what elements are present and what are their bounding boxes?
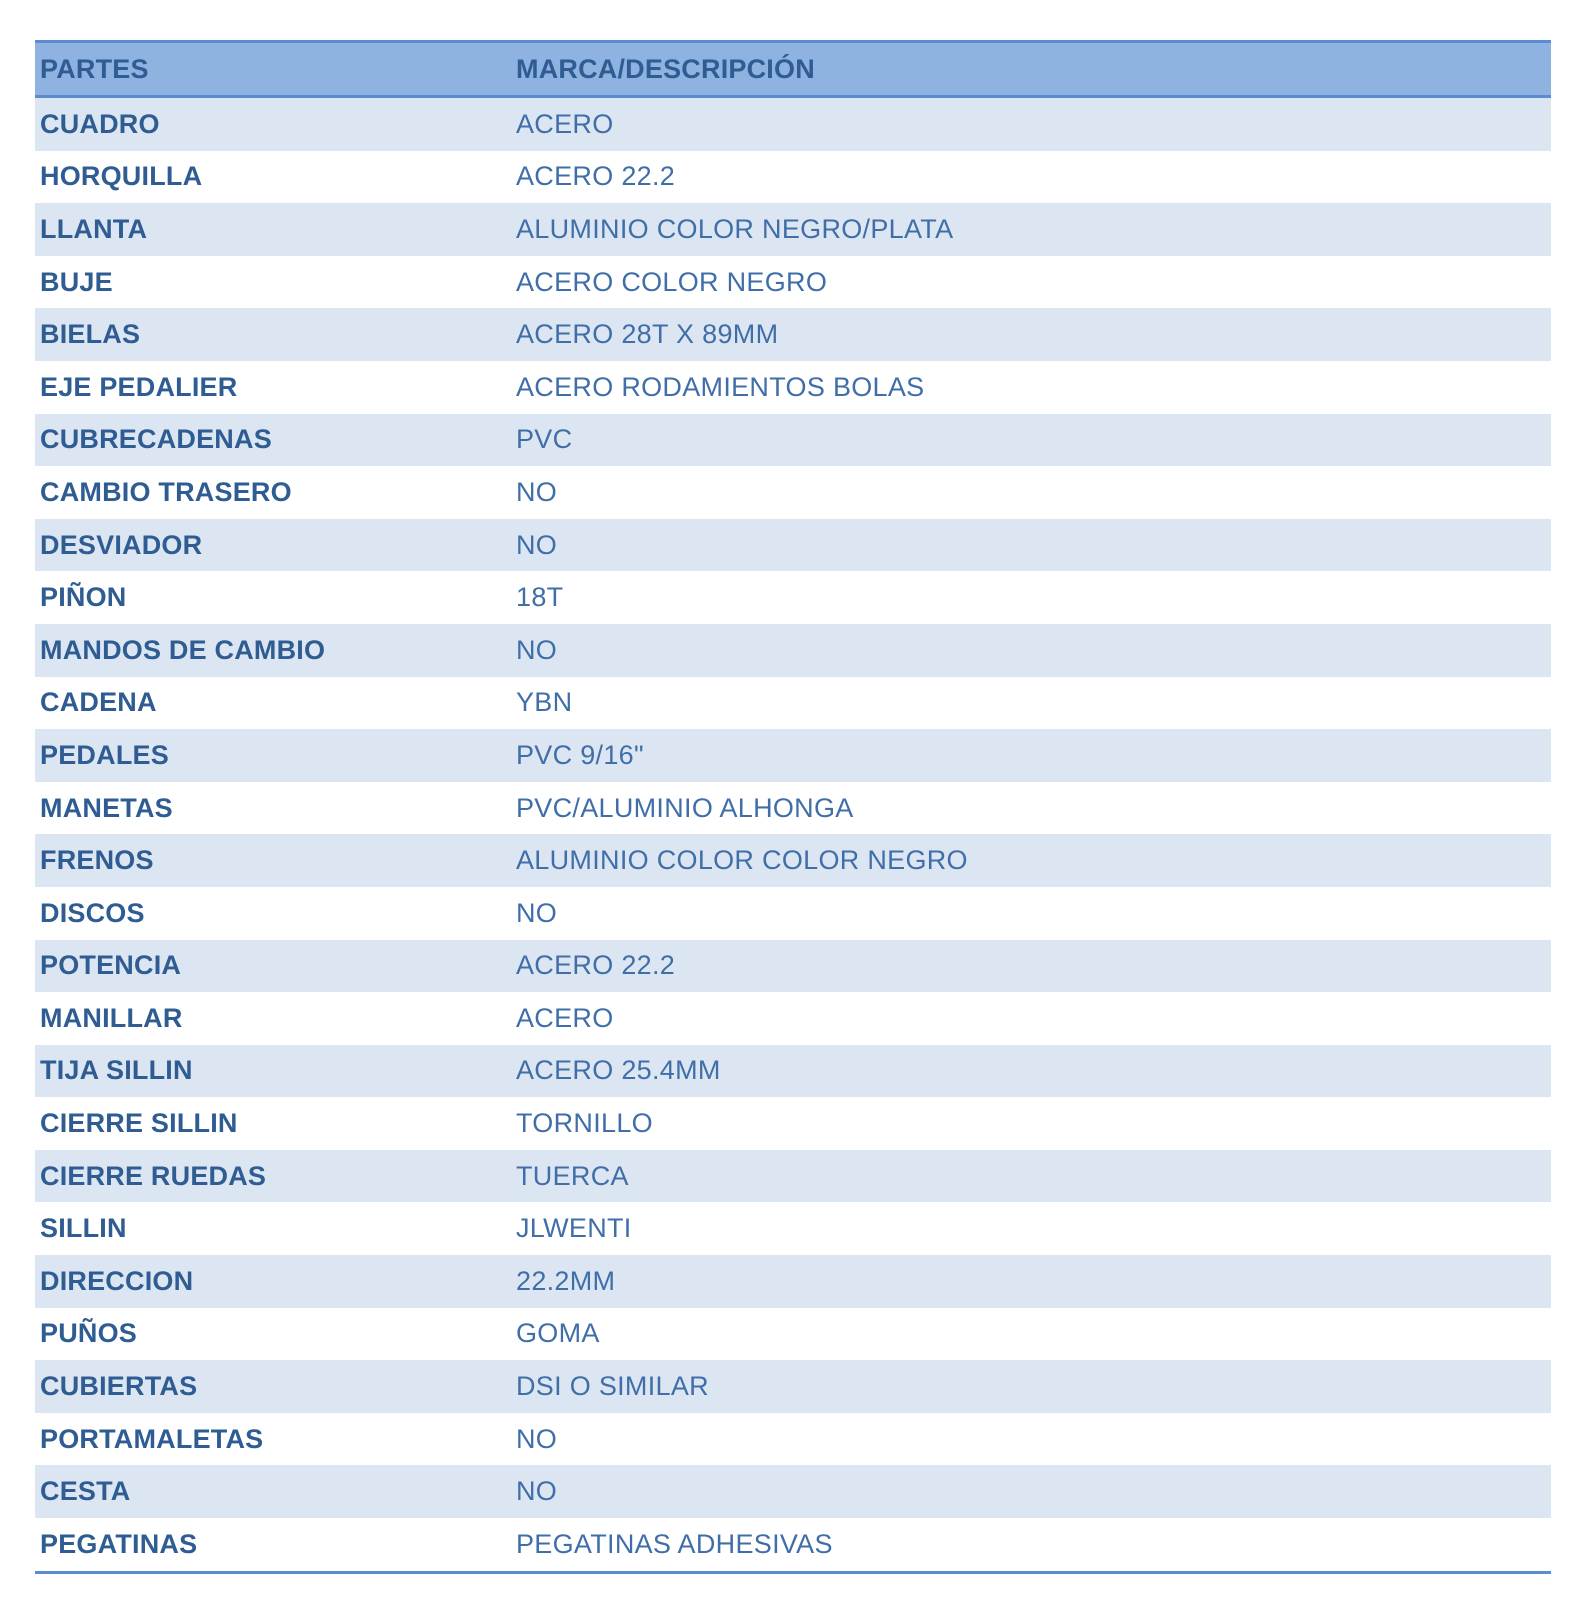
column-header-parts: PARTES [35, 42, 511, 97]
table-row [35, 782, 1551, 835]
table-row [35, 414, 1551, 467]
part-description-cell: ACERO [516, 108, 614, 139]
table-row [35, 571, 1551, 624]
part-description-cell: NO [516, 1476, 558, 1507]
table-row [35, 519, 1551, 572]
part-description-cell: 22.2MM [516, 1265, 616, 1296]
table-row [35, 1413, 1551, 1466]
table-row [35, 1150, 1551, 1203]
part-description-cell: TUERCA [516, 1160, 629, 1191]
table-row [35, 1202, 1551, 1255]
part-name-cell: BUJE [40, 266, 113, 297]
part-name-cell: BIELAS [40, 319, 141, 350]
part-description-cell: ACERO COLOR NEGRO [516, 266, 828, 297]
part-description-cell: ALUMINIO COLOR COLOR NEGRO [516, 845, 968, 876]
part-description-cell: PVC 9/16" [516, 739, 644, 770]
part-name-cell: MANETAS [40, 792, 173, 823]
part-name-cell: DIRECCION [40, 1265, 194, 1296]
part-description-cell: NO [516, 1423, 558, 1454]
part-name-cell: PUÑOS [40, 1318, 138, 1349]
part-name-cell: CUBIERTAS [40, 1371, 198, 1402]
table-row [35, 203, 1551, 256]
table-row [35, 1360, 1551, 1413]
table-row [35, 1255, 1551, 1308]
table-row [35, 729, 1551, 782]
part-description-cell: ACERO RODAMIENTOS BOLAS [516, 371, 925, 402]
part-description-cell: ACERO 28T X 89MM [516, 319, 779, 350]
bike-spec-table [35, 40, 1551, 1574]
part-name-cell: PEGATINAS [35, 1518, 511, 1572]
part-name-cell: LLANTA [40, 213, 148, 244]
part-name-cell: PORTAMALETAS [40, 1423, 264, 1454]
table-row [35, 97, 1551, 151]
part-name-cell: FRENOS [40, 845, 154, 876]
table-row [35, 940, 1551, 993]
table-row [35, 1518, 1551, 1572]
table-row [35, 677, 1551, 730]
part-name-cell: MANDOS DE CAMBIO [40, 634, 326, 665]
table-row [35, 1097, 1551, 1150]
part-description-cell: PVC [516, 424, 573, 455]
table-row [35, 834, 1551, 887]
part-description-cell: NO [516, 529, 558, 560]
part-description-cell: ACERO 22.2 [516, 950, 676, 981]
table-header [35, 42, 1551, 97]
part-name-cell: CESTA [40, 1476, 131, 1507]
part-name-cell: CAMBIO TRASERO [40, 476, 292, 507]
part-name-cell: PIÑON [40, 582, 127, 613]
part-name-cell: MANILLAR [40, 1002, 183, 1033]
table-row [35, 466, 1551, 519]
table-row [35, 361, 1551, 414]
part-name-cell: CUADRO [40, 108, 160, 139]
part-description-cell: PVC/ALUMINIO ALHONGA [516, 792, 854, 823]
part-description-cell: GOMA [516, 1318, 600, 1349]
part-name-cell: TIJA SILLIN [40, 1055, 193, 1086]
column-header-description: MARCA/DESCRIPCIÓN [511, 42, 1551, 97]
part-description-cell: TORNILLO [516, 1108, 653, 1139]
part-name-cell: CUBRECADENAS [40, 424, 272, 455]
part-name-cell: DESVIADOR [40, 529, 203, 560]
part-description-cell: YBN [516, 687, 573, 718]
table-row [35, 887, 1551, 940]
table-row [35, 624, 1551, 677]
part-description-cell: ACERO [516, 1002, 614, 1033]
table-row [35, 1308, 1551, 1361]
part-description-cell: NO [516, 897, 558, 928]
table-row [35, 992, 1551, 1045]
part-description-cell: DSI O SIMILAR [516, 1371, 709, 1402]
part-name-cell: HORQUILLA [40, 161, 203, 192]
part-name-cell: CIERRE SILLIN [40, 1108, 238, 1139]
part-description-cell: NO [516, 476, 558, 507]
part-name-cell: DISCOS [40, 897, 145, 928]
part-description-cell: ACERO 25.4MM [516, 1055, 721, 1086]
table-row [35, 308, 1551, 361]
part-description-cell: 18T [516, 582, 564, 613]
table-row [35, 256, 1551, 309]
part-name-cell: EJE PEDALIER [40, 371, 238, 402]
header-row [35, 42, 1551, 97]
part-description-cell: ACERO 22.2 [516, 161, 676, 192]
part-name-cell: CADENA [40, 687, 157, 718]
part-name-cell: CIERRE RUEDAS [40, 1160, 267, 1191]
part-name-cell: POTENCIA [40, 950, 182, 981]
part-name-cell: SILLIN [40, 1213, 127, 1244]
table-row [35, 1465, 1551, 1518]
part-description-cell: NO [516, 634, 558, 665]
table-body [35, 97, 1551, 1573]
table-row [35, 151, 1551, 204]
part-name-cell: PEDALES [40, 739, 169, 770]
part-description-cell: JLWENTI [516, 1213, 632, 1244]
part-description-cell: ALUMINIO COLOR NEGRO/PLATA [516, 213, 954, 244]
part-description-cell: PEGATINAS ADHESIVAS [511, 1518, 1551, 1572]
table-row [35, 1045, 1551, 1098]
